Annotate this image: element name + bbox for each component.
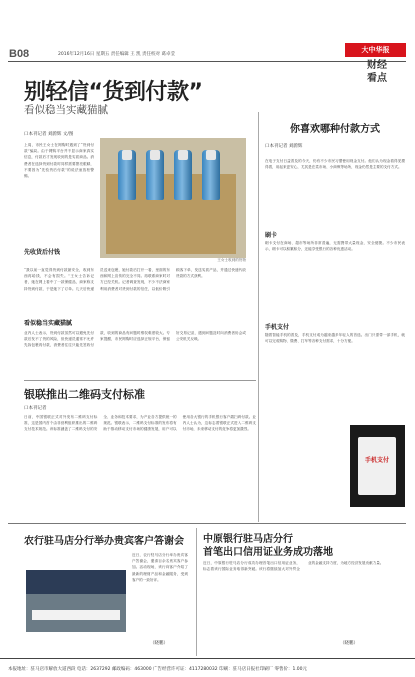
header-rule [8, 61, 406, 62]
main-intro: 上周，市民王女士在网购时遇到了“货到付款”骗局。由于网购平台并不显示商家真实信息，付款后才发现收到的是劣质商品。消费者在选择货到付款时同样需要擦亮眼睛，不要因为“先验货后付款”的说法而放松警惕。 [24, 143, 94, 179]
right-section-1-text: 在电子支付日益普及的今天，仍有不少市民习惯使用现金支付。他们认为现金看得见摸得着，用起来更安心，尤其是在菜市场、小商贩等场所，现金仍然是主要的支付方式。 [265, 159, 405, 170]
right-section-3-head: 手机支付 [265, 324, 290, 331]
main-subhead: 看似稳当实藏猫腻 [24, 104, 108, 116]
newspaper-logo: 大中华报 [345, 43, 406, 57]
bottom-right-text: 近日，中原银行驻马店分行成功办理首笔出口信用证业务，标志着该行国际业务取得新突破。该行将继续加大对外贸企业的金融支持力度，为地方经济发展贡献力量。 [203, 561, 384, 572]
bottom-right-title-1: 中原银行驻马店分行 [203, 534, 293, 545]
bottom-right-title-2: 首笔出口信用证业务成功落地 [203, 547, 333, 558]
right-section-2-head: 刷卡 [265, 232, 278, 239]
bottom-divider [196, 528, 197, 656]
bank-headline: 银联推出二维码支付标准 [24, 388, 145, 401]
right-column-title: 你喜欢哪种付款方式 [290, 124, 380, 135]
bottle-image [174, 150, 192, 200]
footer-text: 本报地址：驻马店市解放大道西段 电话：2637292 邮政编码：463000 广告经营许可证：4117280032 印刷：驻马店日报社印刷厂 零售价：1.00元 [8, 667, 308, 672]
product-photo [100, 138, 246, 258]
footer-rule [0, 658, 415, 659]
right-section-3-text: 随着智能手机的普及，手机支付成为越来越多年轻人的首选。出门只需带一部手机，就可以完成购物、缴费、打车等各种支付需求，十分方便。 [265, 333, 405, 344]
section1-title: 先收货后付钱 [24, 249, 61, 256]
bottle-image [146, 150, 164, 200]
mobile-pay-illustration [350, 425, 405, 507]
column-name: 财经 看点 [367, 60, 387, 84]
bank-byline: 口本刊记者 [24, 406, 47, 411]
section1-text: “我以前一直觉得货到付款最安全，收到东西再给钱，不会有损失。”王女士告诉记者，她在网上看中了一款保健品，商家称支持货到付款，于是她下了订单。几天后快递员送来包裹，她付款后打开一看，里面的东西和网上宣传的完全不同。再联系商家时对方已经关机。记者调查发现，不少不法商家利用消费者对货到付款的信任，以低价吸引顾客下单，发送劣质产品，并通过快递代收货款的方式获利。 [24, 268, 246, 291]
bottom-left-text: 近日，农行驻马店分行举办贵宾客户答谢会，邀请百余名贵宾客户参加。活动现场，该行向客户介绍了最新的理财产品和金融服务，受到客户的一致好评。 [132, 553, 188, 582]
bottom-left-caption: （晓鹏） [150, 641, 168, 646]
bottle-image [118, 150, 136, 200]
column-divider [258, 112, 259, 522]
bottle-image [202, 150, 220, 200]
bottom-right-caption: （晓鹏） [340, 641, 358, 646]
main-headline: 别轻信“货到付款” [24, 80, 203, 105]
bank-text: 日前，中国银联正式对外发布二维码支付标准，这是国内首个由非营利组织推出的二维码支付技术规范。该标准涵盖了二维码支付的安全、业务和技术要求，为产业各方提供统一的规范。银联表示，二维码支付标准的发布将有助于推动移动支付市场的健康发展，用户可以使用各大银行的手机银行客户端扫码付款。业内人士认为，这标志着银联正式进入二维码支付市场，未来移动支付的竞争将更加激烈。 [24, 415, 256, 432]
section-rule [24, 380, 256, 381]
section2-title: 看似稳当实藏猫腻 [24, 320, 73, 327]
meeting-photo [26, 570, 126, 632]
photo-caption: 王女士收到的货物 [217, 258, 246, 262]
section2-text: 业内人士表示，货到付款虽然可以避免先付款后发不了货的风险，但快递员通常不允许先拆包裹再付款，消费者往往只能先签收付款，收到的商品有问题时维权难度较大。专家提醒，市民网购时应选择正规平台，保留好交易记录，遇到问题及时向消费者协会或公安机关反映。 [24, 331, 246, 348]
bottom-left-title: 农行驻马店分行举办贵宾客户答谢会 [24, 536, 184, 547]
main-byline: 口本刊记者 刘蔚辉 文/图 [24, 132, 74, 137]
bottom-rule [8, 523, 406, 524]
right-byline: 口本刊记者 刘蔚辉 [265, 144, 303, 149]
page-header [0, 0, 415, 62]
edition-meta: 2016年12月16日 星期五 责任编辑 王 凯 责任校对 葛卓莹 [58, 52, 175, 57]
page-footer [0, 662, 415, 677]
right-section-2-text: 刷卡支付在商场、超市等场所非常普遍，无需携带大量现金，安全便捷。不少市民表示，刷卡可以积累积分，还能享受银行的各种优惠活动。 [265, 241, 405, 252]
page-number: B08 [9, 48, 30, 60]
ad-label: 手机支付 [364, 457, 389, 464]
